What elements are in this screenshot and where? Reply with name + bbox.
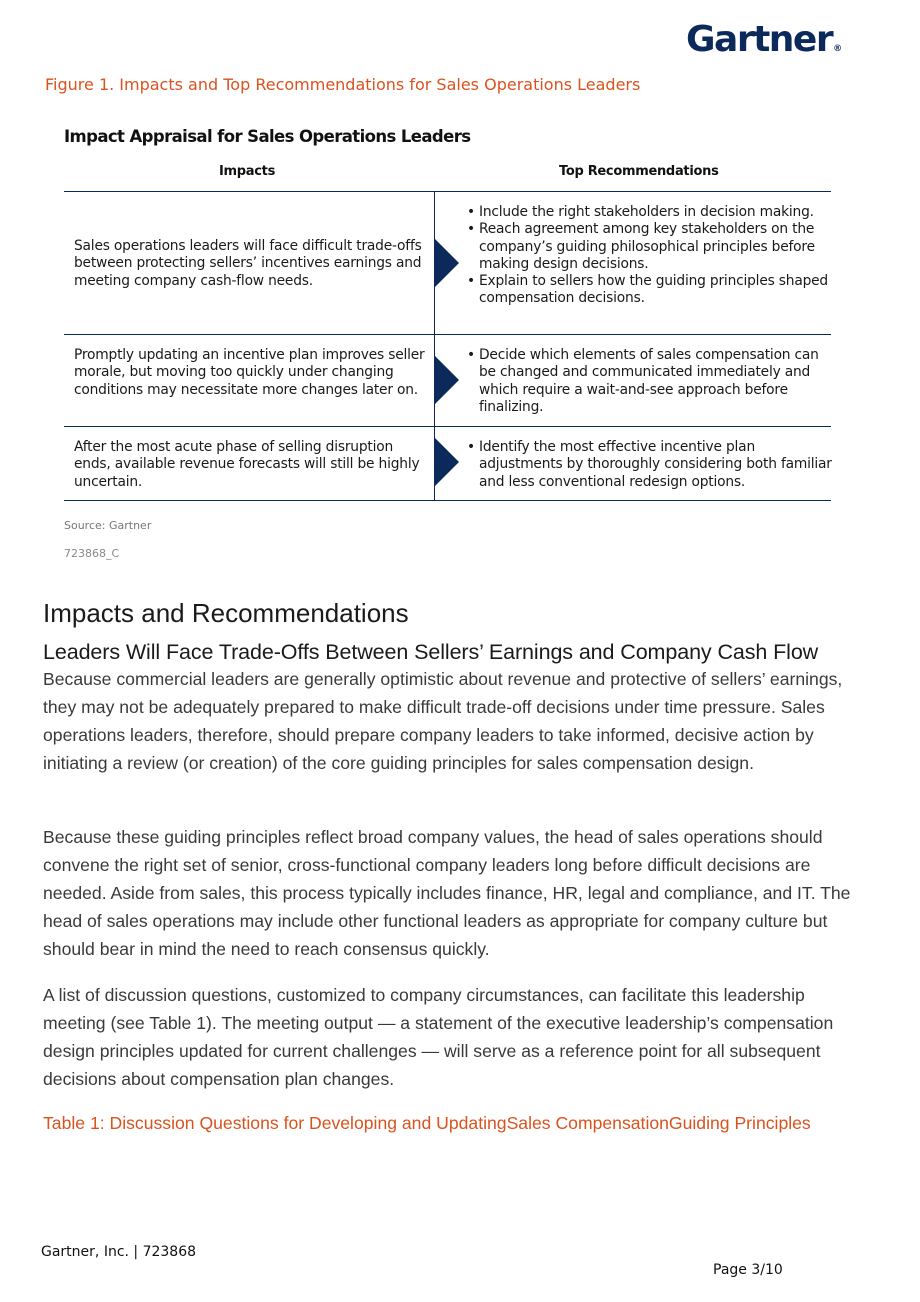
impact-cell: Promptly updating an incentive plan improves seller morale, but moving too quickly under changing conditions may necessitate more changes later on.: [74, 347, 425, 398]
figure-title: Impact Appraisal for Sales Operations Leaders: [64, 127, 471, 146]
recommendations-cell: [467, 439, 832, 491]
figure-source: Source: Gartner: [64, 519, 152, 532]
body-paragraph: Because these guiding principles reflect broad company values, the head of sales operations should convene the right set of senior, cross-functional company leaders long before difficult decisions are needed. Aside from sales, this process typically includes finance, HR, legal and compliance, and IT. The head of sales operations may include other functional leaders as appropriate for company culture but should bear in mind the need to reach consensus quickly.: [43, 827, 851, 959]
body-paragraph: Because commercial leaders are generally optimistic about revenue and protective of sellers’ earnings, they may not be adequately prepared to make difficult trade-off decisions under time pressure. Sales operations leaders, therefore, should prepare company leaders to take informed, decisive action by initiating a review (or creation) of the core guiding principles for sales compensation design.: [43, 669, 843, 773]
footer-company: Gartner, Inc. | 723868: [41, 1244, 197, 1260]
logo-text: Gartner: [686, 19, 833, 60]
figure-id: 723868_C: [64, 547, 120, 560]
table-rule: [64, 334, 831, 335]
impact-cell: Sales operations leaders will face difficult trade-offs between protecting sellers’ incentives earnings and meeting company cash-flow needs.: [74, 238, 422, 289]
chevron-right-icon: [435, 356, 459, 404]
table-rule: [64, 500, 831, 501]
recommendations-cell: [467, 347, 832, 416]
figure-caption: Figure 1. Impacts and Top Recommendations for Sales Operations Leaders: [45, 75, 641, 94]
chevron-right-icon: [435, 239, 459, 287]
table-rule: [64, 426, 831, 427]
section-heading: Impacts and Recommendations: [43, 598, 409, 628]
column-header-recommendations: Top Recommendations: [559, 164, 719, 179]
recommendation-item: • Include the right stakeholders in decision making.: [467, 204, 832, 221]
chevron-right-icon: [435, 438, 459, 486]
impact-cell: After the most acute phase of selling disruption ends, available revenue forecasts will still be highly uncertain.: [74, 439, 420, 490]
body-paragraph: A list of discussion questions, customized to company circumstances, can facilitate this leadership meeting (see Table 1). The meeting output — a statement of the executive leadership’s compensation design principles updated for current challenges — will serve as a reference point for all subsequent decisions about compensation plan changes.: [43, 985, 834, 1089]
registered-mark: ®: [833, 44, 843, 54]
table-caption: Table 1: Discussion Questions for Developing and UpdatingSales CompensationGuiding Principles: [43, 1113, 811, 1133]
recommendation-item: • Reach agreement among key stakeholders on the company’s guiding philosophical principles before making design decisions.: [467, 221, 832, 273]
recommendations-cell: [467, 204, 832, 308]
table-rule: [64, 191, 831, 192]
gartner-logo: [686, 18, 842, 71]
page-number: Page 3/10: [713, 1262, 783, 1278]
column-header-impacts: Impacts: [219, 164, 276, 179]
recommendation-item: • Explain to sellers how the guiding principles shaped compensation decisions.: [467, 273, 832, 308]
recommendation-item: • Identify the most effective incentive plan adjustments by thoroughly considering both familiar and less conventional redesign options.: [467, 439, 832, 491]
section-subheading: Leaders Will Face Trade-Offs Between Sellers’ Earnings and Company Cash Flow: [43, 640, 819, 664]
recommendation-item: • Decide which elements of sales compensation can be changed and communicated immediately and which require a wait-and-see approach before finalizing.: [467, 347, 832, 416]
